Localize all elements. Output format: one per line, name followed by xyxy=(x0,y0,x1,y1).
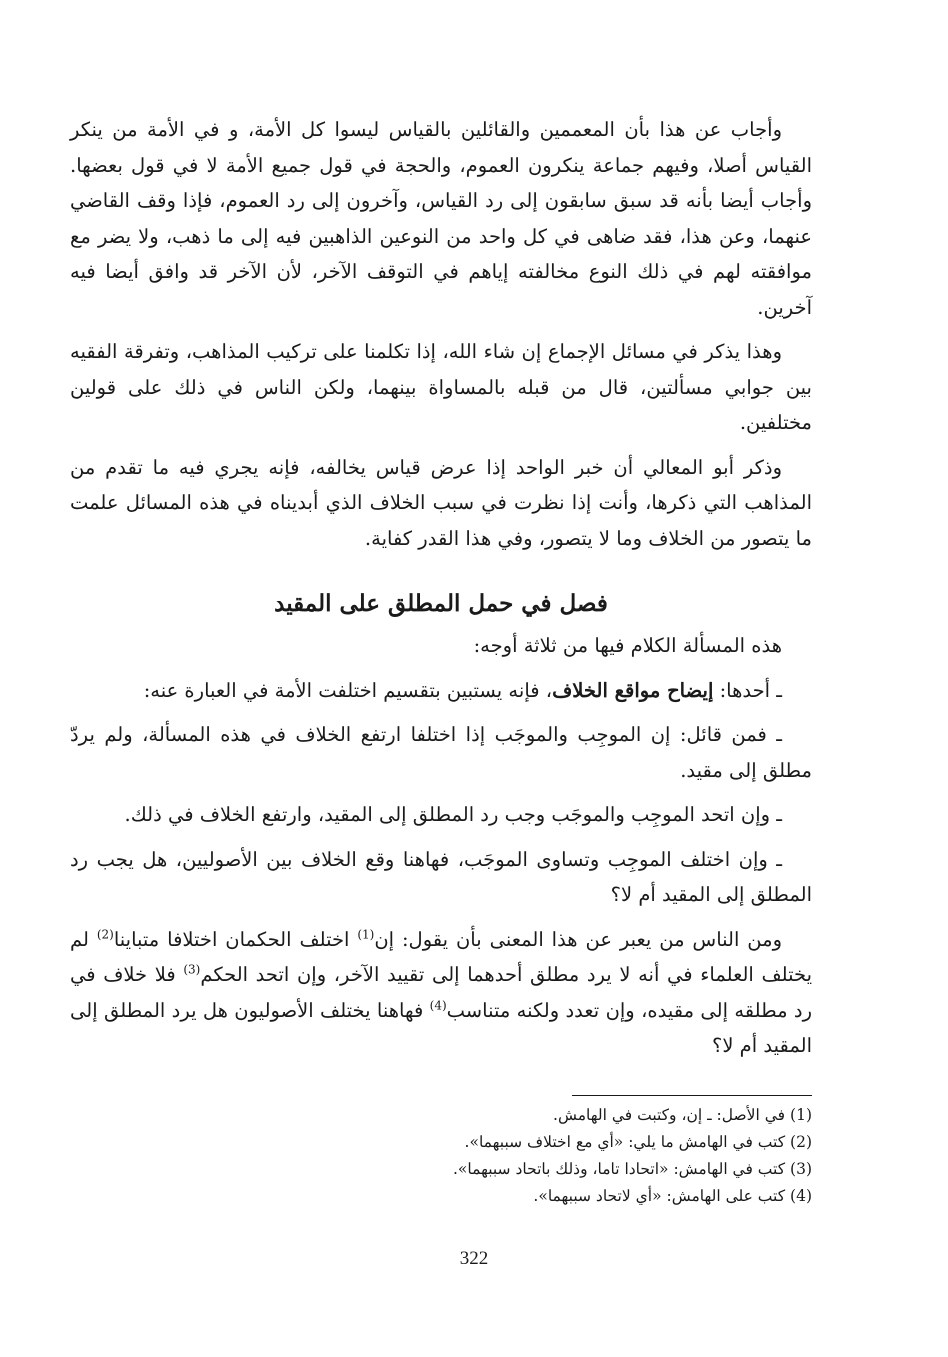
list-item: ـ وإن اتحد الموجِب والموجَب وجب رد المطلق إلى المقيد، وارتفع الخلاف في ذلك. xyxy=(124,803,782,826)
paragraph: وأجاب عن هذا بأن المعممين والقائلين بالقياس ليسوا كل الأمة، و في الأمة من ينكر القياس أصلا، وفيهم جماعة ينكرون العموم، والحجة في قول جميع الأمة لا في قول بعضها. وأجاب أيضا بأنه قد سبق سابقون إلى رد القياس، وآخرون إلى رد العموم، فإذا وقف القاضي عنهما، وعن هذا، فقد ضاهى في كل واحد من النوعين الذاهبين فيه إلى ما ذهب، ولا يضر مع موافقته لهم في ذلك النوع مخالفته إياهم في التوقف الآخر، لأن الآخر قد وافق أيضا فيه آخرين. xyxy=(70,118,812,319)
list-item: ـ فمن قائل: إن الموجِب والموجَب إذا اختلفا ارتفع الخلاف في هذه المسألة، ولم يردّ مطلق إلى مقيد. xyxy=(70,723,812,782)
footnote-marker: (4) xyxy=(429,998,447,1012)
page-number: 322 xyxy=(459,1248,489,1269)
section-heading: فصل في حمل المطلق على المقيد xyxy=(274,590,608,617)
paragraph: وهذا يذكر في مسائل الإجماع إن شاء الله، إذا تكلمنا على تركيب المذاهب، وتفرقة الفقيه بين جوابي مسألتين، قال من قبله بالمساواة بينهما، ولكن الناس في ذلك على قولين مختلفين. xyxy=(70,340,812,434)
prefix: ـ أحدها: xyxy=(713,678,782,702)
footnote: (4) كتب على الهامش: «أي لاتحاد سببهما». xyxy=(533,1187,812,1205)
paragraph-first-aspect xyxy=(70,673,812,709)
footnote: (3) كتب في الهامش: «اتحادا تاما، وذلك باتحاد سببهما». xyxy=(452,1160,812,1178)
paragraph-with-footnotes xyxy=(70,922,812,1064)
bold-term: إيضاح مواقع الخلاف xyxy=(552,678,714,702)
list-item: ـ وإن اختلف الموجِب وتساوى الموجَب، فهاهنا وقع الخلاف بين الأصوليين، هل يجب رد المطلق إلى المقيد أم لا؟ xyxy=(70,847,812,906)
text: لم يختلف العلماء في أنه لا يرد مطلق أحدهما إلى تقييد الآخر، وإن اتحد الحكم xyxy=(70,927,813,986)
footnote-marker: (2) xyxy=(96,927,114,941)
footnote-separator xyxy=(572,1095,812,1096)
text: فهاهنا يختلف الأصوليون هل يرد المطلق إلى المقيد أم لا؟ xyxy=(70,998,812,1057)
text: ، فإنه يستبين بتقسيم اختلفت الأمة في العبارة عنه: xyxy=(143,678,553,702)
section-one xyxy=(70,112,812,565)
footnote-marker: (3) xyxy=(183,962,201,977)
paragraph: وذكر أبو المعالي أن خبر الواحد إذا عرض قياس يخالفه، فإنه يجري فيه ما تقدم من المذاهب التي ذكرها، وأنت إذا نظرت في سبب الخلاف الذي أبديناه في هذه المسائل علمت ما يتصور من الخلاف وما لا يتصور، وفي هذا القدر كفاية. xyxy=(70,455,812,550)
footnotes xyxy=(200,1102,812,1210)
text: ومن الناس من يعبر عن هذا المعنى بأن يقول: إن xyxy=(374,927,782,951)
section-two xyxy=(70,628,812,1073)
footnote: (1) في الأصل: ـ إن، وكتبت في الهامش. xyxy=(553,1106,812,1124)
text: فلا خلاف في رد مطلقه إلى مقيده، وإن تعدد ولكنه متناسب xyxy=(70,963,812,1022)
paragraph: هذه المسألة الكلام فيها من ثلاثة أوجه: xyxy=(473,634,782,657)
text: اختلف الحكمان اختلافا متباينا xyxy=(113,927,358,951)
footnote-marker: (1) xyxy=(357,927,375,941)
footnote: (2) كتب في الهامش ما يلي: «أي مع اختلاف سببهما». xyxy=(464,1133,812,1151)
